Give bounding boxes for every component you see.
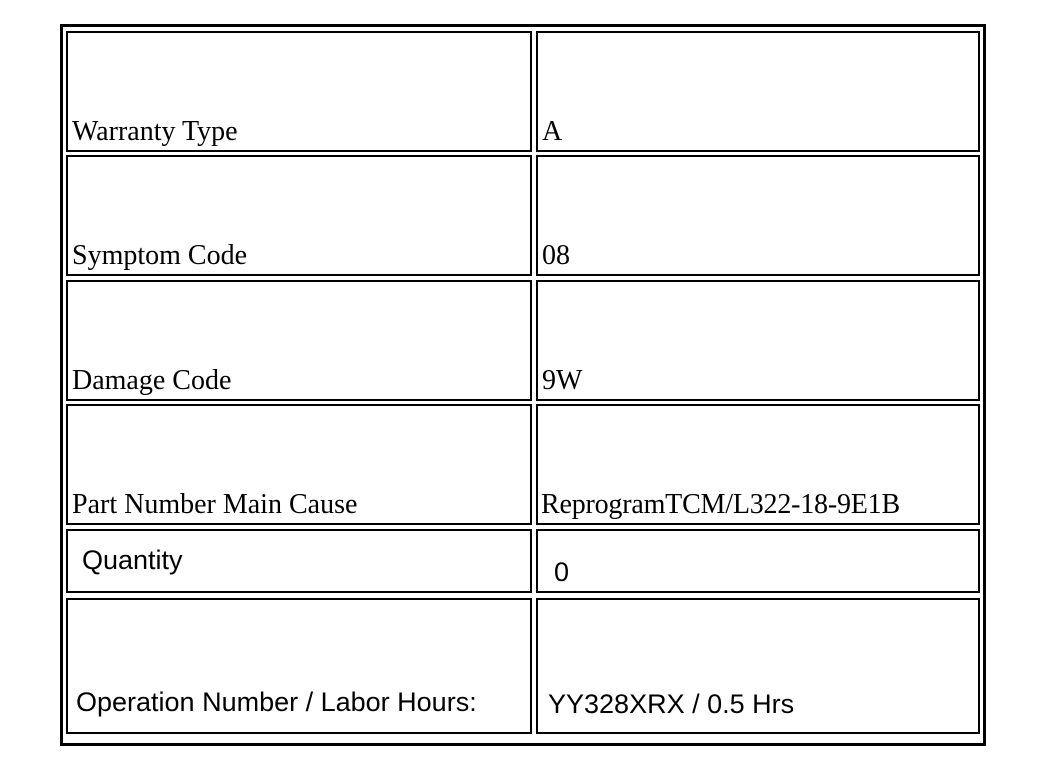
value-text: A xyxy=(542,116,563,147)
value-quantity xyxy=(536,529,980,593)
label-text: Quantity xyxy=(82,545,183,575)
value-damage-code xyxy=(536,280,980,401)
label-text: Part Number Main Cause xyxy=(72,489,358,520)
value-text: 08 xyxy=(542,240,570,271)
label-text: Symptom Code xyxy=(72,240,248,271)
value-text: YY328XRX / 0.5 Hrs xyxy=(548,689,795,719)
label-text: Operation Number / Labor Hours: xyxy=(76,687,477,717)
label-quantity xyxy=(66,529,532,593)
label-symptom-code xyxy=(66,155,532,276)
value-symptom-code xyxy=(536,155,980,276)
label-warranty-type xyxy=(66,31,532,152)
value-text: ReprogramTCM/L322-18-9E1B xyxy=(541,489,900,520)
value-warranty-type xyxy=(536,31,980,152)
value-part-number-main-cause xyxy=(536,404,980,525)
value-text: 9W xyxy=(542,365,583,396)
value-text: 0 xyxy=(554,557,570,587)
label-damage-code xyxy=(66,280,532,401)
label-text: Warranty Type xyxy=(72,116,238,147)
label-part-number-main-cause xyxy=(66,404,532,525)
label-text: Damage Code xyxy=(72,365,232,396)
value-operation-number-labor-hours xyxy=(536,598,980,734)
label-operation-number-labor-hours xyxy=(66,598,532,734)
